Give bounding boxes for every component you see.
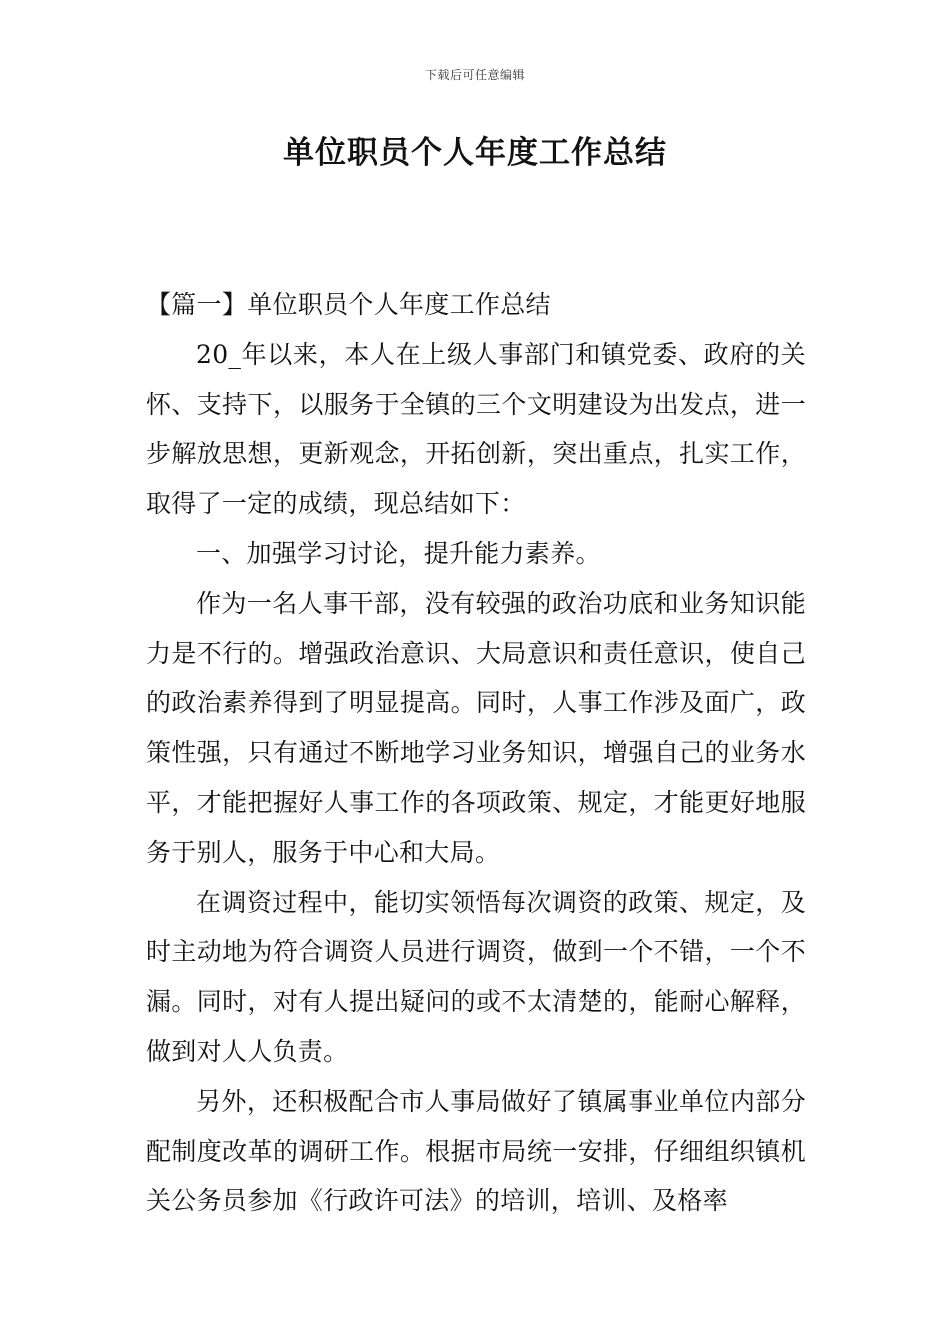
paragraph-salary-adjustment: 在调资过程中，能切实领悟每次调资的政策、规定，及时主动地为符合调资人员进行调资，做到一个不错，一个不漏。同时，对有人提出疑问的或不太清楚的，能耐心解释，做到对人人负责。 bbox=[146, 887, 806, 1066]
paragraph-study: 作为一名人事干部，没有较强的政治功底和业务知识能力是不行的。增强政治意识、大局意识和责任意识，使自己的政治素养得到了明显提高。同时，人事工作涉及面广，政策性强，只有通过不断地学习业务知识，增强自己的业务水平，才能把握好人事工作的各项政策、规定，才能更好地服务于别人，服务于中心和大局。 bbox=[146, 588, 806, 867]
paragraph-intro: 20_年以来，本人在上级人事部门和镇党委、政府的关怀、支持下，以服务于全镇的三个文明建设为出发点，进一步解放思想，更新观念，开拓创新，突出重点，扎实工作，取得了一定的成绩，现总结如下： bbox=[146, 339, 806, 519]
section-heading: 【篇一】单位职员个人年度工作总结 bbox=[146, 290, 551, 319]
header-note: 下载后可任意编辑 bbox=[424, 68, 525, 82]
paragraph-subheading-1: 一、加强学习讨论，提升能力素养。 bbox=[196, 538, 601, 568]
paragraph-additional-work: 另外，还积极配合市人事局做好了镇属事业单位内部分配制度改革的调研工作。根据市局统一安排，仔细组织镇机关公务员参加《行政许可法》的培训，培训、及格率 bbox=[146, 1086, 806, 1216]
document-title: 单位职员个人年度工作总结 bbox=[283, 135, 667, 171]
document-body bbox=[146, 280, 806, 1226]
